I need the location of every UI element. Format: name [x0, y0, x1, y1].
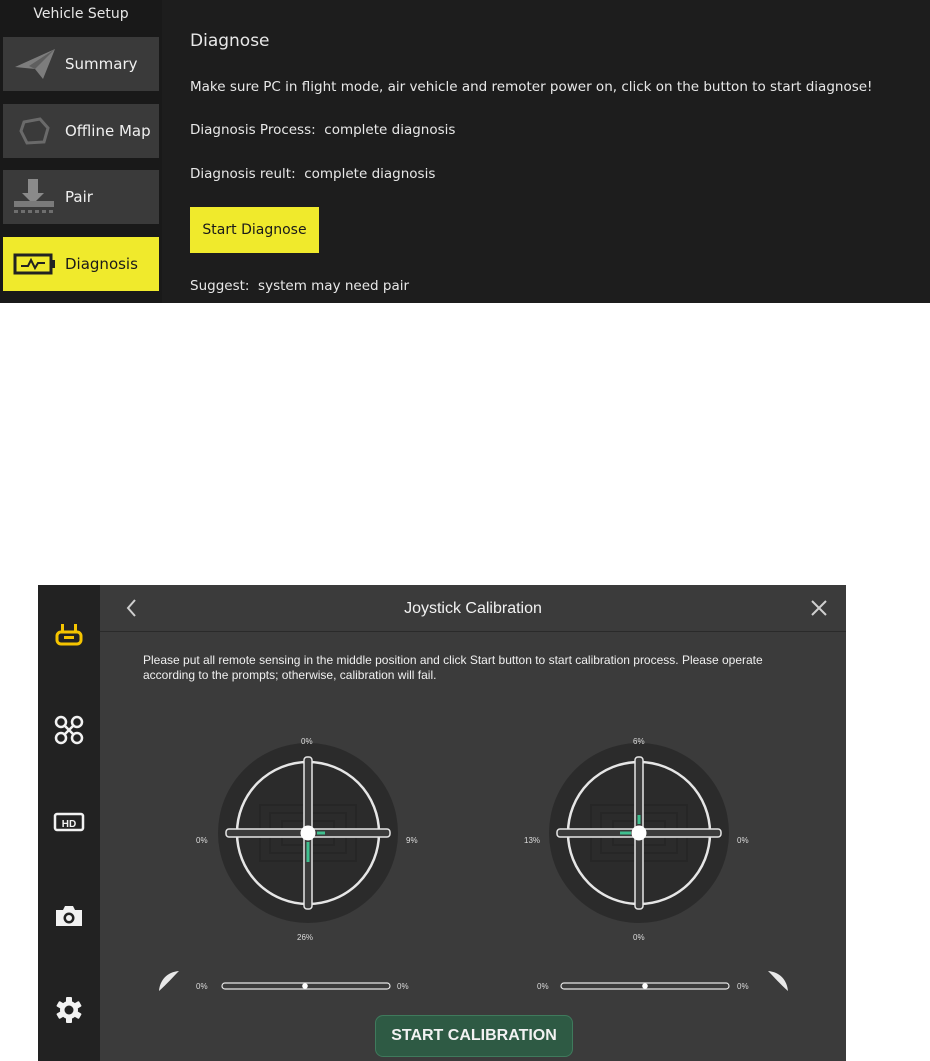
diagnosis-result-value: complete diagnosis — [304, 166, 436, 182]
suggest-value: system may need pair — [258, 278, 410, 294]
map-icon — [7, 111, 63, 151]
right-stick-top-value: 6% — [633, 737, 645, 746]
right-stick-bottom-value: 0% — [633, 933, 645, 942]
suggest-row — [190, 278, 409, 294]
diagnosis-process-row — [190, 122, 455, 138]
download-pair-icon — [7, 177, 63, 217]
right-dial-left-value: 0% — [537, 982, 549, 991]
left-stick-bottom-value: 26% — [297, 933, 314, 942]
sidebar-title: Vehicle Setup — [33, 6, 129, 22]
diagnosis-process-label: Diagnosis Process: — [190, 122, 316, 138]
sidebar-item-offline-map[interactable] — [3, 104, 159, 158]
joystick-calibration-panel — [38, 585, 846, 1061]
hd-video-icon[interactable] — [49, 802, 89, 842]
left-dial-icon — [156, 968, 182, 994]
drone-icon[interactable] — [49, 710, 89, 750]
svg-text:HD: HD — [61, 819, 77, 830]
diagnosis-result-label: Diagnosis reult: — [190, 166, 296, 182]
right-stick-left-value: 13% — [524, 836, 541, 845]
right-stick-gauge — [549, 743, 729, 923]
suggest-label: Suggest: — [190, 278, 250, 294]
calibration-instruction: Please put all remote sensing in the middle position and click Start button to start calibration process. Please operate according to the prompts; otherwise, calibration will fail. — [143, 653, 763, 682]
left-stick-gauge — [218, 743, 398, 923]
right-dial-icon — [765, 968, 791, 994]
right-dial-right-value: 0% — [737, 982, 749, 991]
battery-pulse-icon — [7, 244, 63, 284]
page-title: Diagnose — [190, 31, 270, 51]
page-title: Joystick Calibration — [404, 600, 542, 617]
sidebar-item-summary[interactable] — [3, 37, 159, 91]
right-dial-slider[interactable] — [560, 980, 730, 992]
close-icon[interactable] — [810, 599, 828, 617]
remote-controller-icon[interactable] — [49, 615, 89, 655]
calibration-header — [100, 585, 846, 632]
start-calibration-button[interactable]: START CALIBRATION — [375, 1015, 573, 1057]
diagnosis-result-row — [190, 166, 435, 182]
left-stick-top-value: 0% — [301, 737, 313, 746]
sidebar-item-label: Diagnosis — [65, 255, 138, 273]
vehicle-setup-panel — [0, 0, 930, 303]
camera-icon[interactable] — [49, 896, 89, 936]
gear-icon[interactable] — [49, 990, 89, 1030]
left-dial-left-value: 0% — [196, 982, 208, 991]
left-stick-left-value: 0% — [196, 836, 208, 845]
left-dial-right-value: 0% — [397, 982, 409, 991]
start-diagnose-button[interactable]: Start Diagnose — [190, 207, 319, 253]
settings-rail — [38, 585, 100, 1061]
instruction-text: Make sure PC in flight mode, air vehicle and remoter power on, click on the button to start diagnose! — [190, 79, 873, 95]
vehicle-setup-sidebar — [0, 0, 162, 303]
sidebar-item-pair[interactable] — [3, 170, 159, 224]
sidebar-item-label: Pair — [65, 188, 93, 206]
left-dial-slider[interactable] — [221, 980, 391, 992]
diagnosis-process-value: complete diagnosis — [324, 122, 456, 138]
right-stick-right-value: 0% — [737, 836, 749, 845]
sidebar-item-diagnosis[interactable] — [3, 237, 159, 291]
left-stick-right-value: 9% — [406, 836, 418, 845]
sidebar-item-label: Summary — [65, 55, 138, 73]
paper-plane-icon — [7, 44, 63, 84]
sidebar-item-label: Offline Map — [65, 122, 151, 140]
